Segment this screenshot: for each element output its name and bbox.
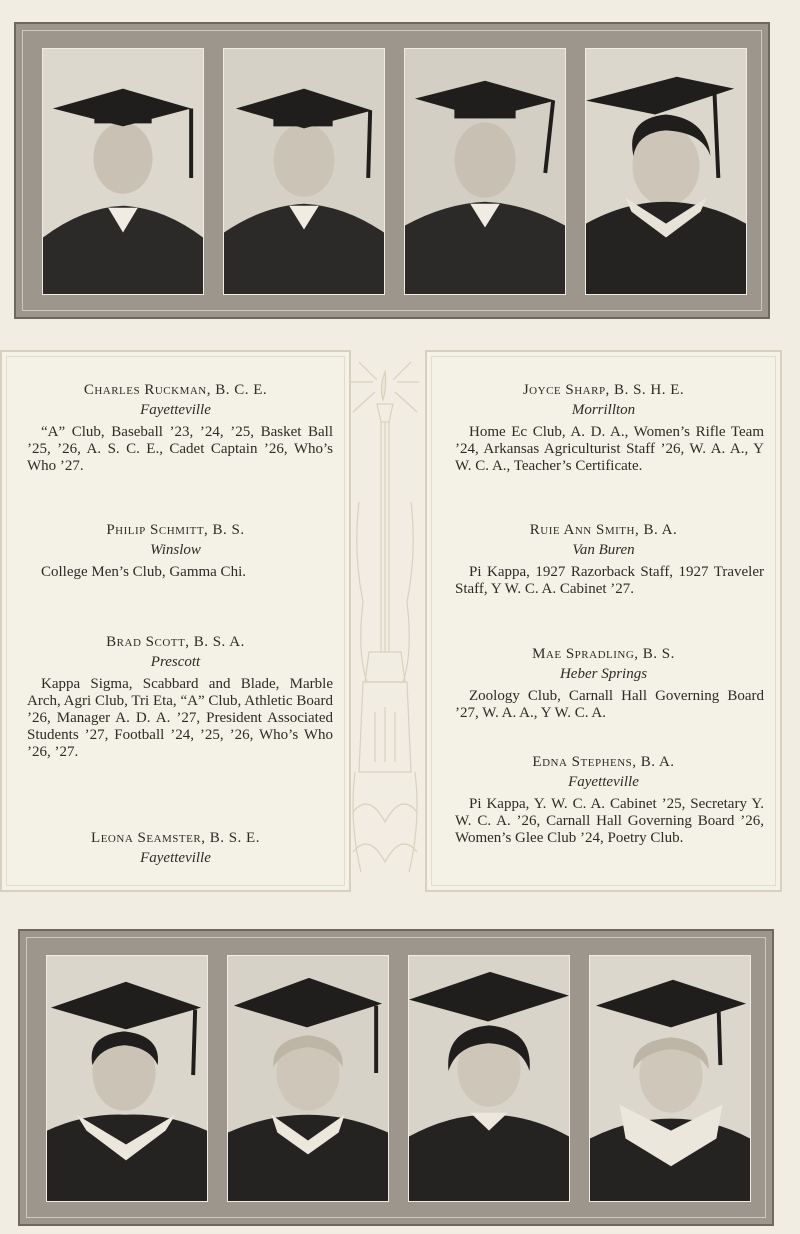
portrait-photo [46,955,208,1202]
gown [586,202,746,294]
portrait-photo [585,48,747,295]
hometown: Fayetteville [140,402,211,418]
hometown: Fayetteville [568,774,639,790]
activities: Zoology Club, Carnall Hall Governing Board ’27, W. A. A., Y W. C. A. [455,688,764,721]
hometown: Winslow [150,542,201,558]
biography-entry [2,828,349,868]
portrait-photo [227,955,389,1202]
biography-entry [2,380,349,475]
portrait-photo [223,48,385,295]
left-biography-panel [0,350,351,892]
torch-ornament [349,352,421,888]
portrait-photo [589,955,751,1202]
graduate-name: Philip Schmitt, B. S. [106,522,245,538]
activities: “A” Club, Baseball ’23, ’24, ’25, Basket Ball ’25, ’26, A. S. C. E., Cadet Captain ’26, Who’s Who ’27. [27,424,333,474]
activities: Pi Kappa, 1927 Razorback Staff, 1927 Traveler Staff, Y W. C. A. Cabinet ’27. [455,564,764,597]
graduate-name: Brad Scott, B. S. A. [106,634,245,650]
graduate-name: Joyce Sharp, B. S. H. E. [522,382,685,398]
graduate-name: Ruie Ann Smith, B. A. [529,522,678,538]
portrait-photo [42,48,204,295]
activities: Kappa Sigma, Scabbard and Blade, Marble Arch, Agri Club, Tri Eta, “A” Club, Athletic Board ’26, Manager A. D. A. ’27, President Associated Students ’27, Football ’24, ’25, ’26, Who’s Who ’26, ’27. [27,676,333,760]
hometown: Morrillton [571,402,636,418]
portrait-photo [408,955,570,1202]
gown [228,1115,388,1201]
top-photo-frame [14,22,770,319]
hometown: Fayetteville [140,850,211,866]
graduate-name: Leona Seamster, B. S. E. [91,830,260,846]
biography-entry [427,380,780,475]
graduate-name: Edna Stephens, B. A. [532,754,675,770]
activities: College Men’s Club, Gamma Chi. [41,564,246,580]
activities: Pi Kappa, Y. W. C. A. Cabinet ’25, Secretary Y. W. C. A. ’26, Carnall Hall Governing Board ’26, Women’s Glee Club ’24, Poetry Club. [455,796,764,846]
biography-entry [2,520,349,581]
biography-entry [427,520,780,598]
right-biography-panel [425,350,782,892]
hometown: Prescott [150,654,201,670]
graduate-name: Mae Spradling, B. S. [532,646,675,662]
hometown: Van Buren [572,542,635,558]
biography-entry [2,632,349,761]
graduate-name: Charles Ruckman, B. C. E. [83,382,268,398]
activities: Home Ec Club, A. D. A., Women’s Rifle Team ’24, Arkansas Agriculturist Staff ’26, W. A. A., Y W. C. A., Teacher’s Certificate. [455,424,764,474]
biography-entry [427,644,780,722]
biography-entry [427,752,780,847]
bottom-photo-frame [18,929,774,1226]
portrait-photo [404,48,566,295]
hometown: Heber Springs [559,666,648,682]
